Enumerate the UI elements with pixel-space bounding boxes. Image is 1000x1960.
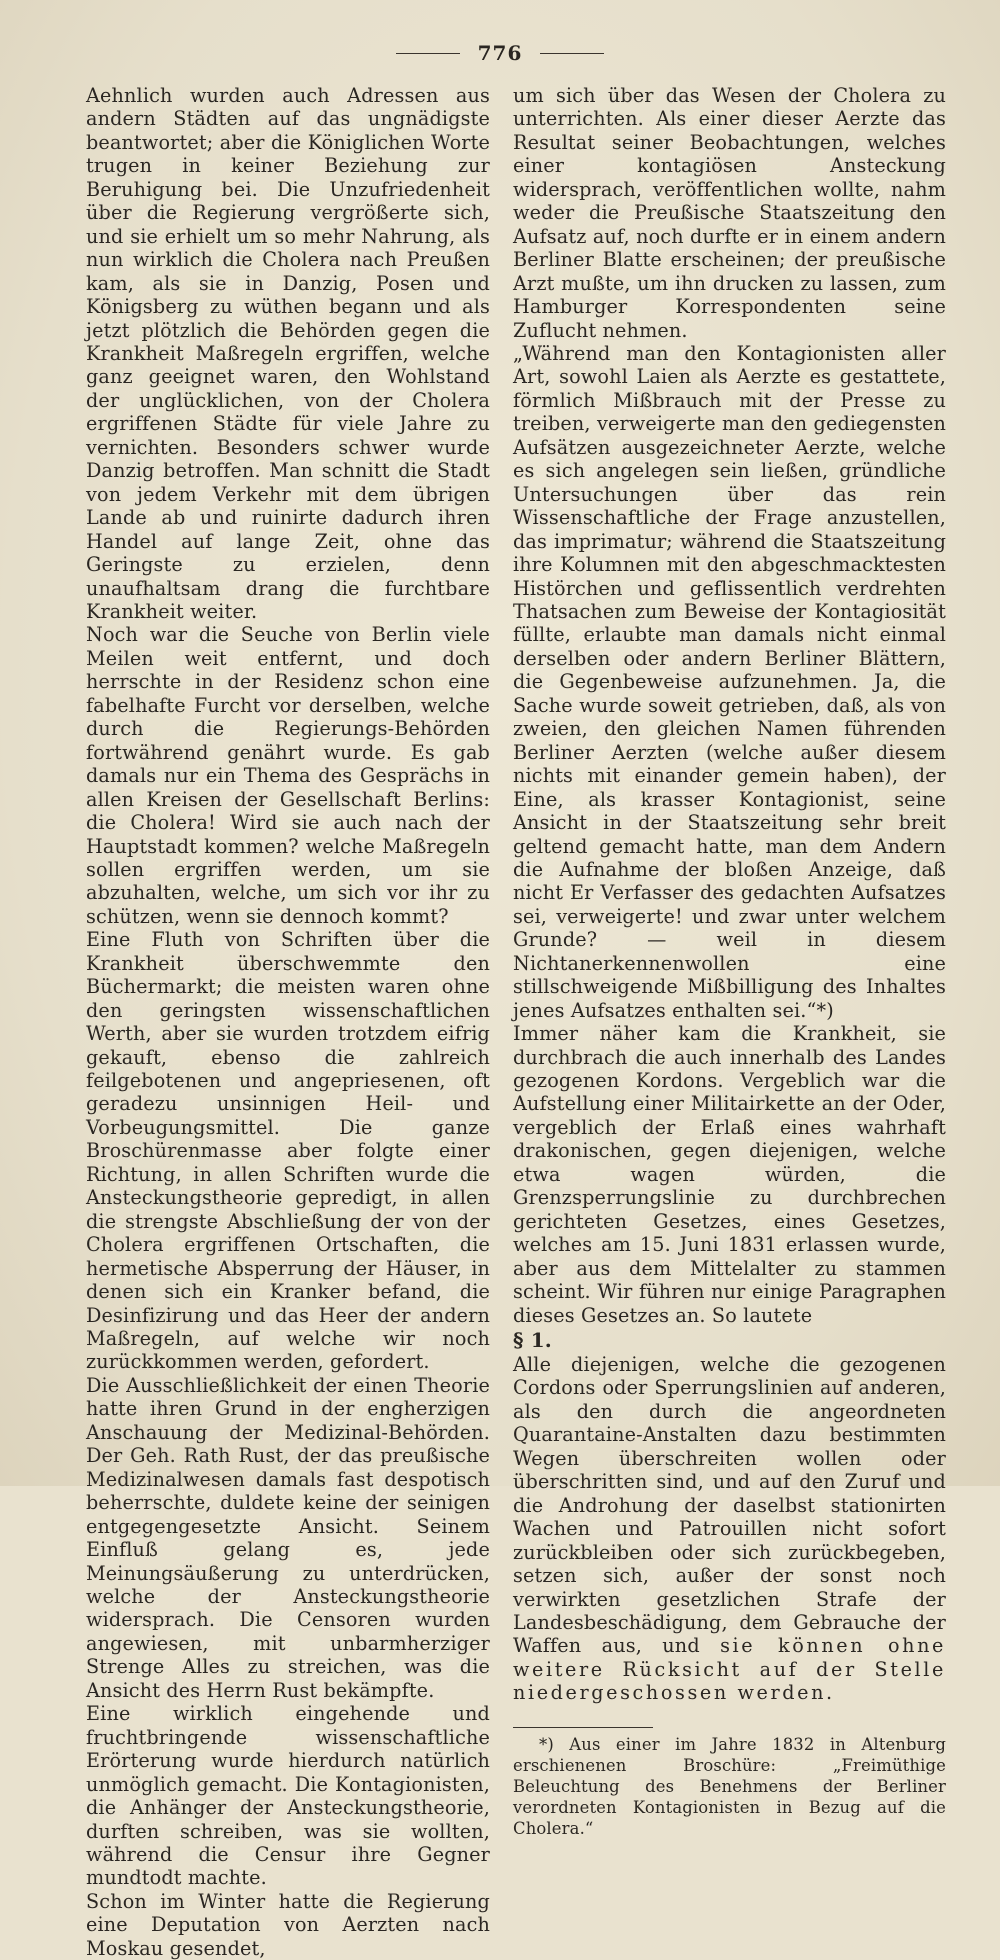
- right-column: [513, 84, 946, 1839]
- header-rule-right: [540, 53, 604, 54]
- law-text-body: Alle diejenigen, welche die gezogenen Cordons oder Sperrungslinien auf anderen, als den durch die angeordneten Quarantaine-Anstalten dazu bestimmten Wegen überschreiten wollen oder überschritten sind, und auf den Zuruf und die Androhung der daselbst stationirten Wachen und Patrouillen nicht sofort zurückbleiben oder sich zurückbegeben, setzen sich, außer der sonst noch verwirkten gesetzlichen Strafe der Landesbeschädigung, dem Gebrauche der Waffen aus, und: [513, 1353, 946, 1658]
- paragraph: Schon im Winter hatte die Regierung eine Deputation von Aerzten nach Moskau gesendet,: [86, 1889, 490, 1960]
- paragraph: Immer näher kam die Krankheit, sie durchbrach die auch innerhalb des Landes gezogenen Kordons. Vergeblich war die Aufstellung einer Militairkette an der Oder, vergeblich der Erlaß eines wahrhaft drakonischen, gegen diejenigen, welche etwa wagen würden, die Grenzsperrungslinie zu durchbrechen gerichteten Gesetzes, eines Gesetzes, welches am 15. Juni 1831 erlassen wurde, aber aus dem Mittelalter zu stammen scheint. Wir führen nur einige Paragraphen dieses Gesetzes an. So lautete: [513, 1022, 946, 1327]
- footnote-divider: [513, 1727, 653, 1728]
- page-header: [0, 38, 1000, 68]
- paragraph: Die Ausschließlichkeit der einen Theorie hatte ihren Grund in der engherzigen Anschauung der Medizinal-Behörden. Der Geh. Rath Rust, der das preußische Medizinalwesen damals fast despotisch beherrschte, duldete keine der seinigen entgegengesetzte Ansicht. Seinem Einfluß gelang es, jede Meinungsäußerung zu unterdrücken, welche der Ansteckungstheorie widersprach. Die Censoren wurden angewiesen, mit unbarmherziger Strenge Alles zu streichen, was die Ansicht des Herrn Rust bekämpfte.: [86, 1373, 490, 1702]
- paragraph: Noch war die Seuche von Berlin viele Meilen weit entfernt, und doch herrschte in der Residenz schon eine fabelhafte Furcht vor derselben, welche durch die Regierungs-Behörden fortwährend genährt wurde. Es gab damals nur ein Thema des Gesprächs in allen Kreisen der Gesellschaft Berlins: die Cholera! Wird sie auch nach der Hauptstadt kommen? welche Maßregeln sollen ergriffen werden, um sie abzuhalten, welche, um sich vor ihr zu schützen, wenn sie dennoch kommt?: [86, 623, 490, 928]
- paragraph: um sich über das Wesen der Cholera zu unterrichten. Als einer dieser Aerzte das Resultat seiner Beobachtungen, welches einer kontagiösen Ansteckung widersprach, veröffentlichen wollte, nahm weder die Preußische Staatszeitung den Aufsatz auf, noch durfte er in einem andern Berliner Blatte erscheinen; der preußische Arzt mußte, um ihn drucken zu lassen, zum Hamburger Korrespondenten seine Zuflucht nehmen.: [513, 84, 946, 342]
- paragraph: „Während man den Kontagionisten aller Art, sowohl Laien als Aerzte es gestattete, förmlich Mißbrauch mit der Presse zu treiben, verweigerte man den gediegensten Aufsätzen ausgezeichneter Aerzte, welche es sich angelegen sein ließen, gründliche Untersuchungen über das rein Wissenschaftliche der Frage anzustellen, das imprimatur; während die Staatszeitung ihre Kolumnen mit den abgeschmacktesten Histörchen und geflissentlich verdrehten Thatsachen zum Beweise der Kontagiosität füllte, erlaubte man damals nicht einmal derselben oder andern Berliner Blättern, die Gegenbeweise aufzunehmen. Ja, die Sache wurde soweit getrieben, daß, als von zweien, den gleichen Namen führenden Berliner Aerzten (welche außer diesem nichts mit einander gemein haben), der Eine, als krasser Kontagionist, seine Ansicht in der Staatszeitung sehr breit geltend gemacht hatte, man dem Andern die Aufnahme der bloßen Anzeige, daß nicht Er Verfasser des gedachten Aufsatzes sei, verweigerte! und zwar unter welchem Grunde? — weil in diesem Nichtanerkennenwollen eine stillschweigende Mißbilligung des Inhaltes jenes Aufsatzes enthalten sei.“*): [513, 341, 946, 1022]
- left-column: [86, 84, 490, 1960]
- footnote: *) Aus einer im Jahre 1832 in Altenburg erschienenen Broschüre: „Freimüthige Beleuchtung des Benehmens der Berliner verordneten Kontagionisten in Bezug auf die Cholera.“: [513, 1734, 946, 1838]
- paragraph: Eine wirklich eingehende und fruchtbringende wissenschaftliche Erörterung wurde hierdurch natürlich unmöglich gemacht. Die Kontagionisten, die Anhänger der Ansteckungstheorie, durften schreiben, was sie wollten, während die Censur ihre Gegner mundtodt machte.: [86, 1702, 490, 1890]
- law-text: [513, 1353, 946, 1705]
- section-heading: § 1.: [513, 1328, 552, 1353]
- header-rule-left: [396, 53, 460, 54]
- page-number: 776: [477, 41, 523, 65]
- law-text-emphasis: sie können ohne weitere Rücksicht auf der Stelle niedergeschossen werden.: [513, 1634, 946, 1705]
- paragraph: Eine Fluth von Schriften über die Krankheit überschwemmte den Büchermarkt; die meisten waren ohne den geringsten wissenschaftlichen Werth, aber sie wurden trotzdem eifrig gekauft, ebenso die zahlreich feilgebotenen und angepriesenen, oft geradezu unsinnigen Heil- und Vorbeugungsmittel. Die ganze Broschürenmasse aber folgte einer Richtung, in allen Schriften wurde die Ansteckungstheorie gepredigt, in allen die strengste Abschließung der von der Cholera ergriffenen Ortschaften, die hermetische Absperrung der Häuser, in denen sich ein Kranker befand, die Desinfizirung und das Heer der andern Maßregeln, auf welche wir noch zurückkommen werden, gefordert.: [86, 928, 490, 1374]
- paragraph: Aehnlich wurden auch Adressen aus andern Städten auf das ungnädigste beantwortet; aber die Königlichen Worte trugen in keiner Beziehung zur Beruhigung bei. Die Unzufriedenheit über die Regierung vergrößerte sich, und sie erhielt um so mehr Nahrung, als nun wirklich die Cholera nach Preußen kam, als sie in Danzig, Posen und Königsberg zu wüthen begann und als jetzt plötzlich die Behörden gegen die Krankheit Maßregeln ergriffen, welche ganz geeignet waren, den Wohlstand der unglücklichen, von der Cholera ergriffenen Städte für viele Jahre zu vernichten. Besonders schwer wurde Danzig betroffen. Man schnitt die Stadt von jedem Verkehr mit dem übrigen Lande ab und ruinirte dadurch ihren Handel auf lange Zeit, ohne das Geringste zu erzielen, denn unaufhaltsam drang die furchtbare Krankheit weiter.: [86, 84, 490, 623]
